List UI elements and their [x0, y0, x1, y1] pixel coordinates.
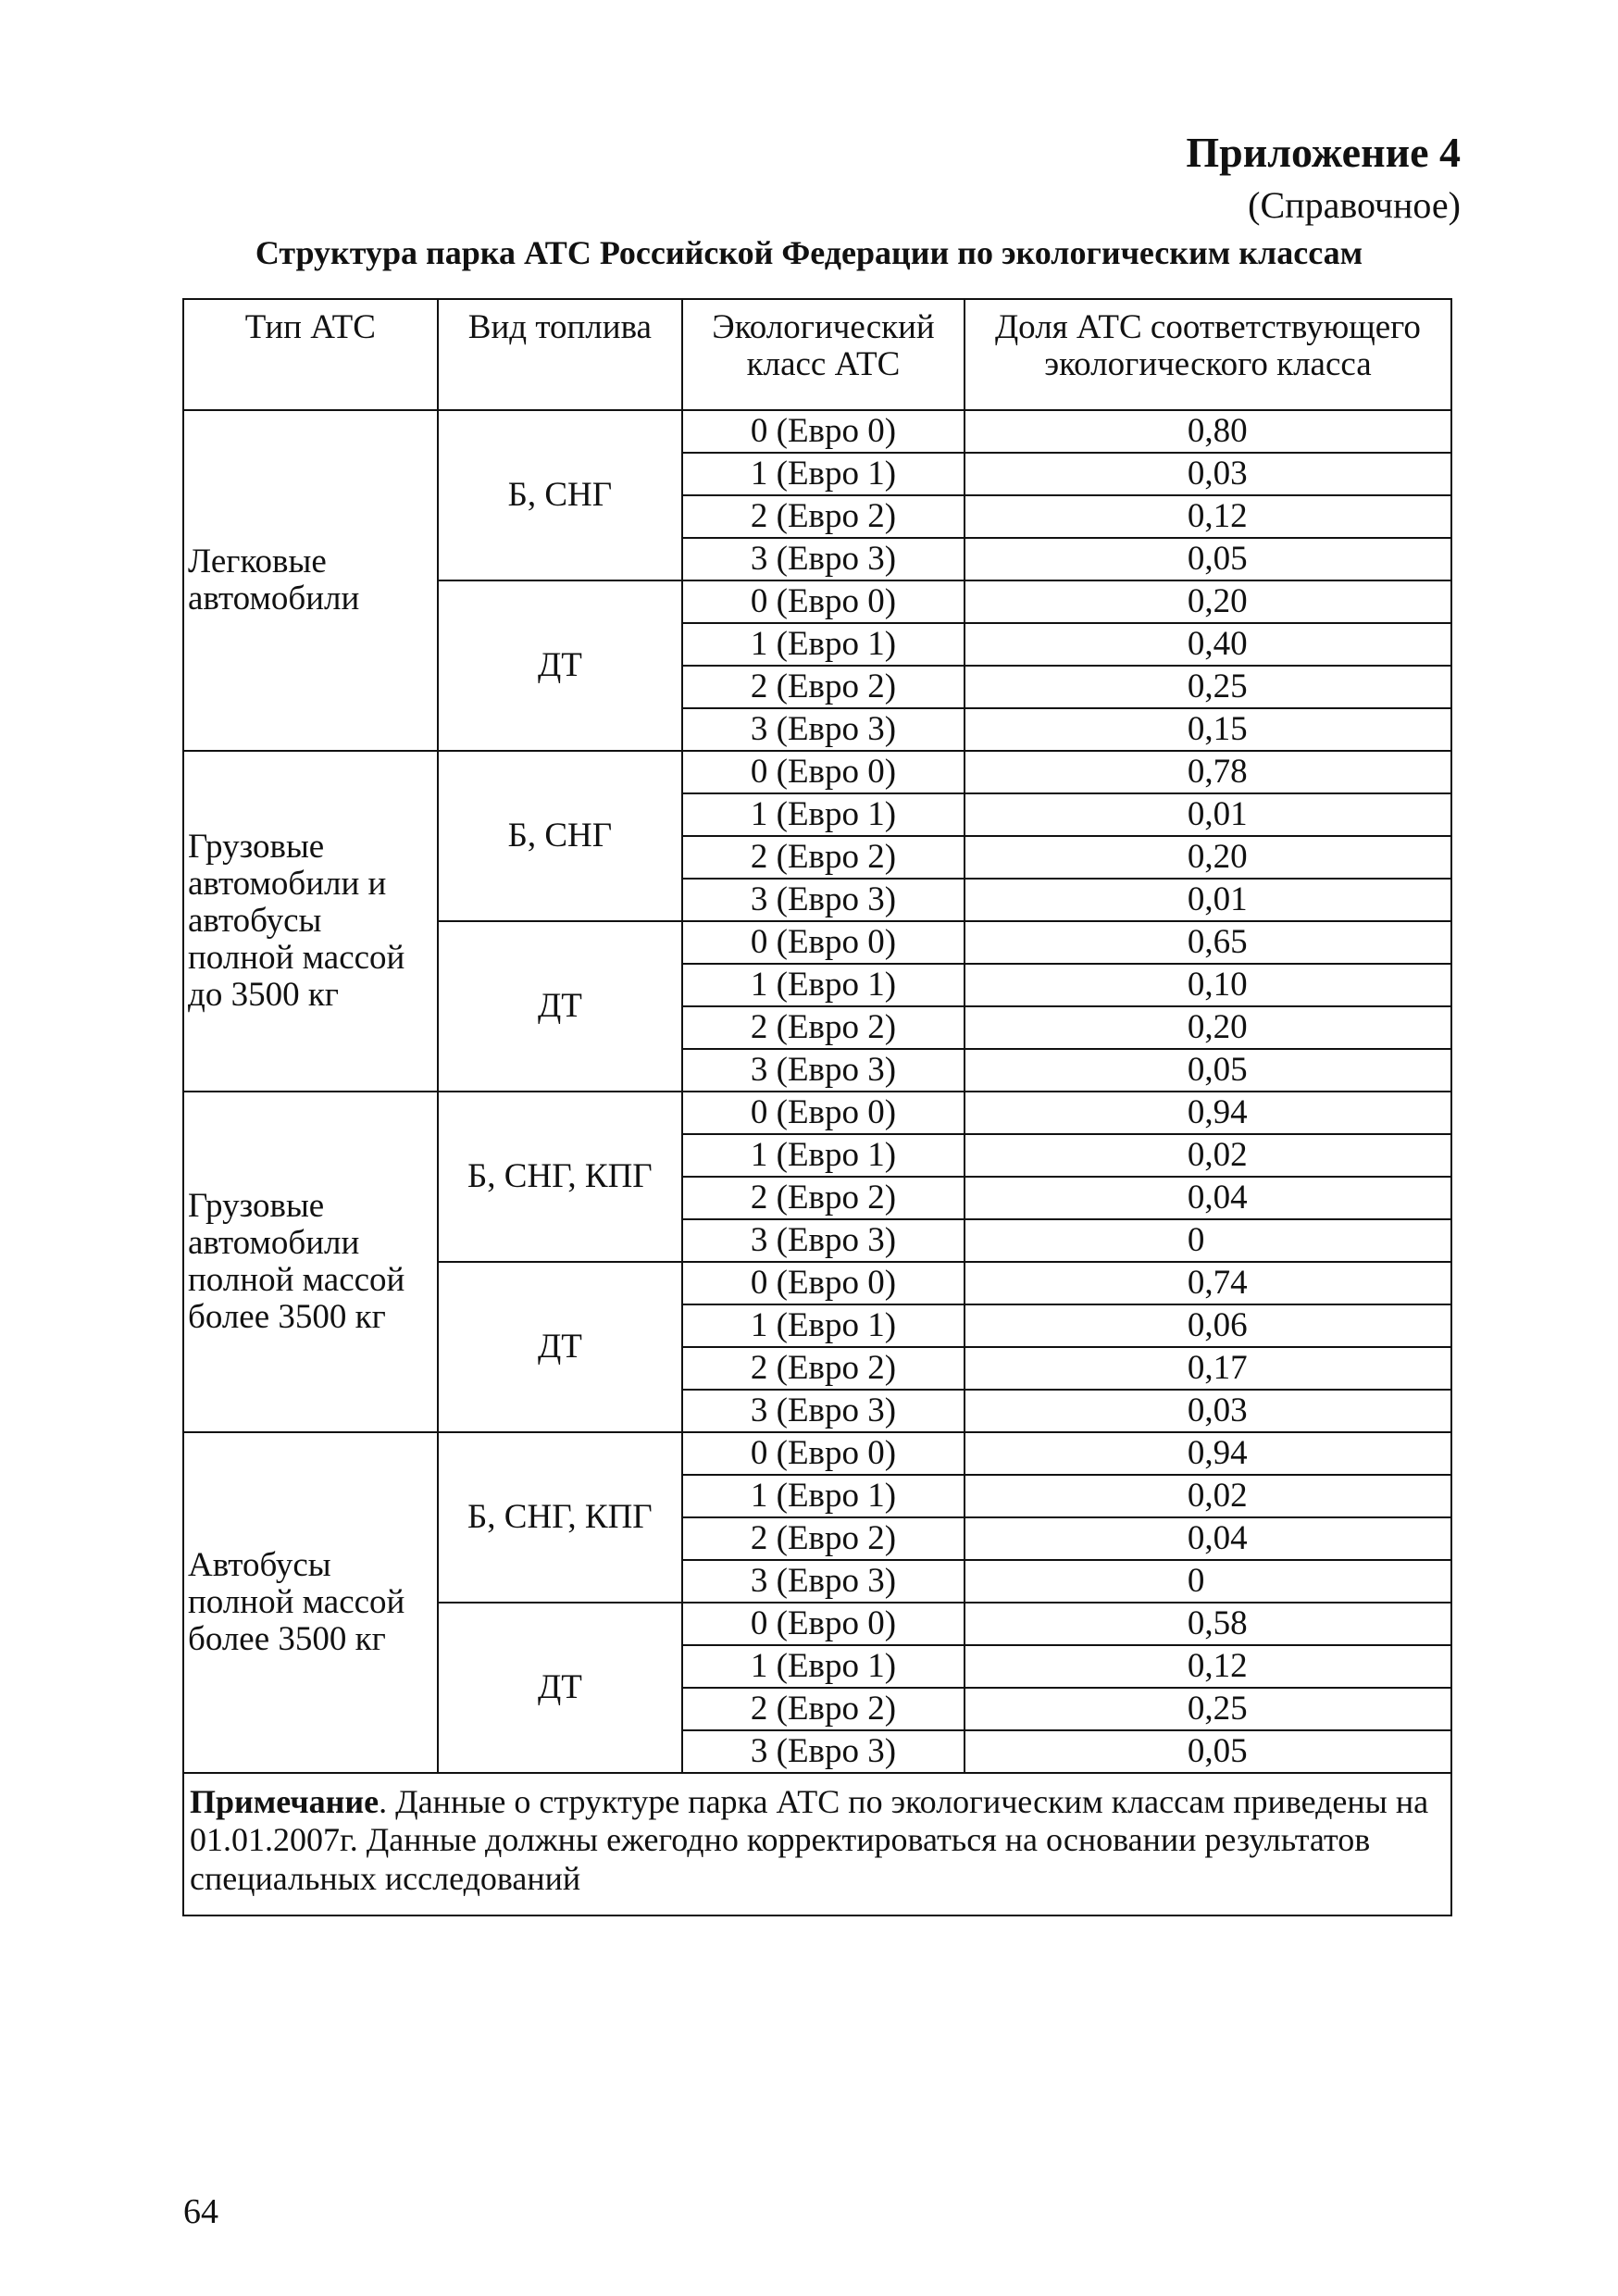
share-cell: 0,05 — [965, 1730, 1451, 1773]
share-cell: 0,65 — [965, 921, 1451, 964]
table-body — [183, 410, 1451, 1773]
share-cell: 0 — [965, 1560, 1451, 1603]
eco-class-cell: 3 (Евро 3) — [682, 879, 965, 921]
vehicle-type-cell: Грузовые автомобили и автобусы полной массой до 3500 кг — [183, 751, 438, 1092]
eco-class-cell: 0 (Евро 0) — [682, 1262, 965, 1304]
appendix-subtitle: (Справочное) — [1248, 184, 1461, 226]
share-cell: 0,15 — [965, 708, 1451, 751]
share-cell: 0,25 — [965, 666, 1451, 708]
share-cell: 0,10 — [965, 964, 1451, 1006]
eco-class-cell: 0 (Евро 0) — [682, 1603, 965, 1645]
share-cell: 0,01 — [965, 879, 1451, 921]
eco-class-cell: 2 (Евро 2) — [682, 666, 965, 708]
share-cell: 0,40 — [965, 623, 1451, 666]
share-cell: 0,17 — [965, 1347, 1451, 1390]
share-cell: 0,06 — [965, 1304, 1451, 1347]
share-cell: 0,02 — [965, 1475, 1451, 1517]
column-header: Тип АТС — [183, 299, 438, 410]
table-header-row — [183, 299, 1451, 410]
table-row — [183, 1092, 1451, 1134]
fuel-type-cell: ДТ — [438, 1262, 682, 1432]
eco-class-table — [182, 298, 1452, 1916]
eco-class-cell: 3 (Евро 3) — [682, 1219, 965, 1262]
eco-class-cell: 0 (Евро 0) — [682, 1092, 965, 1134]
eco-class-cell: 1 (Евро 1) — [682, 964, 965, 1006]
table-caption: Структура парка АТС Российской Федерации по экологическим классам — [255, 234, 1363, 271]
vehicle-type-cell: Грузовые автомобили полной массой более 3500 кг — [183, 1092, 438, 1432]
fuel-type-cell: ДТ — [438, 580, 682, 751]
share-cell: 0,74 — [965, 1262, 1451, 1304]
fuel-type-cell: ДТ — [438, 1603, 682, 1773]
column-header: Экологический класс АТС — [682, 299, 965, 410]
share-cell: 0,25 — [965, 1688, 1451, 1730]
vehicle-type-cell: Легковые автомобили — [183, 410, 438, 751]
eco-class-cell: 3 (Евро 3) — [682, 1560, 965, 1603]
table-row — [183, 410, 1451, 453]
note-cell — [183, 1773, 1451, 1915]
eco-class-cell: 3 (Евро 3) — [682, 708, 965, 751]
share-cell: 0 — [965, 1219, 1451, 1262]
eco-class-cell: 2 (Евро 2) — [682, 1517, 965, 1560]
eco-class-cell: 0 (Евро 0) — [682, 921, 965, 964]
share-cell: 0,12 — [965, 1645, 1451, 1688]
share-cell: 0,20 — [965, 580, 1451, 623]
note-row — [183, 1773, 1451, 1915]
eco-class-cell: 1 (Евро 1) — [682, 623, 965, 666]
share-cell: 0,12 — [965, 495, 1451, 538]
eco-class-cell: 3 (Евро 3) — [682, 1049, 965, 1092]
column-header: Вид топлива — [438, 299, 682, 410]
eco-class-cell: 3 (Евро 3) — [682, 1390, 965, 1432]
note-label: Примечание — [190, 1783, 380, 1820]
share-cell: 0,94 — [965, 1092, 1451, 1134]
note-text: . Данные о структуре парка АТС по экологическим классам приведены на 01.01.2007г. Данные должны ежегодно корректироваться на основании результатов специальных исследований — [190, 1783, 1429, 1897]
share-cell: 0,78 — [965, 751, 1451, 793]
share-cell: 0,20 — [965, 836, 1451, 879]
fuel-type-cell: Б, СНГ — [438, 410, 682, 580]
share-cell: 0,03 — [965, 1390, 1451, 1432]
eco-class-cell: 1 (Евро 1) — [682, 1645, 965, 1688]
share-cell: 0,05 — [965, 1049, 1451, 1092]
eco-class-cell: 2 (Евро 2) — [682, 836, 965, 879]
page-number: 64 — [183, 2192, 218, 2231]
share-cell: 0,05 — [965, 538, 1451, 580]
eco-class-cell: 1 (Евро 1) — [682, 1304, 965, 1347]
share-cell: 0,20 — [965, 1006, 1451, 1049]
table-row — [183, 1432, 1451, 1475]
eco-class-cell: 1 (Евро 1) — [682, 1134, 965, 1177]
share-cell: 0,04 — [965, 1517, 1451, 1560]
eco-class-cell: 0 (Евро 0) — [682, 580, 965, 623]
share-cell: 0,58 — [965, 1603, 1451, 1645]
fuel-type-cell: Б, СНГ — [438, 751, 682, 921]
share-cell: 0,02 — [965, 1134, 1451, 1177]
share-cell: 0,01 — [965, 793, 1451, 836]
appendix-title: Приложение 4 — [1186, 129, 1461, 176]
share-cell: 0,04 — [965, 1177, 1451, 1219]
eco-class-cell: 1 (Евро 1) — [682, 793, 965, 836]
eco-class-cell: 2 (Евро 2) — [682, 1006, 965, 1049]
fuel-type-cell: Б, СНГ, КПГ — [438, 1432, 682, 1603]
eco-class-cell: 1 (Евро 1) — [682, 453, 965, 495]
eco-class-cell: 0 (Евро 0) — [682, 1432, 965, 1475]
share-cell: 0,80 — [965, 410, 1451, 453]
eco-class-cell: 2 (Евро 2) — [682, 1177, 965, 1219]
column-header: Доля АТС соответствующего экологического класса — [965, 299, 1451, 410]
eco-class-cell: 0 (Евро 0) — [682, 751, 965, 793]
share-cell: 0,94 — [965, 1432, 1451, 1475]
fuel-type-cell: Б, СНГ, КПГ — [438, 1092, 682, 1262]
eco-class-cell: 1 (Евро 1) — [682, 1475, 965, 1517]
share-cell: 0,03 — [965, 453, 1451, 495]
eco-class-cell: 2 (Евро 2) — [682, 1688, 965, 1730]
eco-class-cell: 2 (Евро 2) — [682, 1347, 965, 1390]
eco-class-cell: 0 (Евро 0) — [682, 410, 965, 453]
vehicle-type-cell: Автобусы полной массой более 3500 кг — [183, 1432, 438, 1773]
eco-class-cell: 3 (Евро 3) — [682, 538, 965, 580]
fuel-type-cell: ДТ — [438, 921, 682, 1092]
eco-class-cell: 3 (Евро 3) — [682, 1730, 965, 1773]
eco-class-cell: 2 (Евро 2) — [682, 495, 965, 538]
table-row — [183, 751, 1451, 793]
